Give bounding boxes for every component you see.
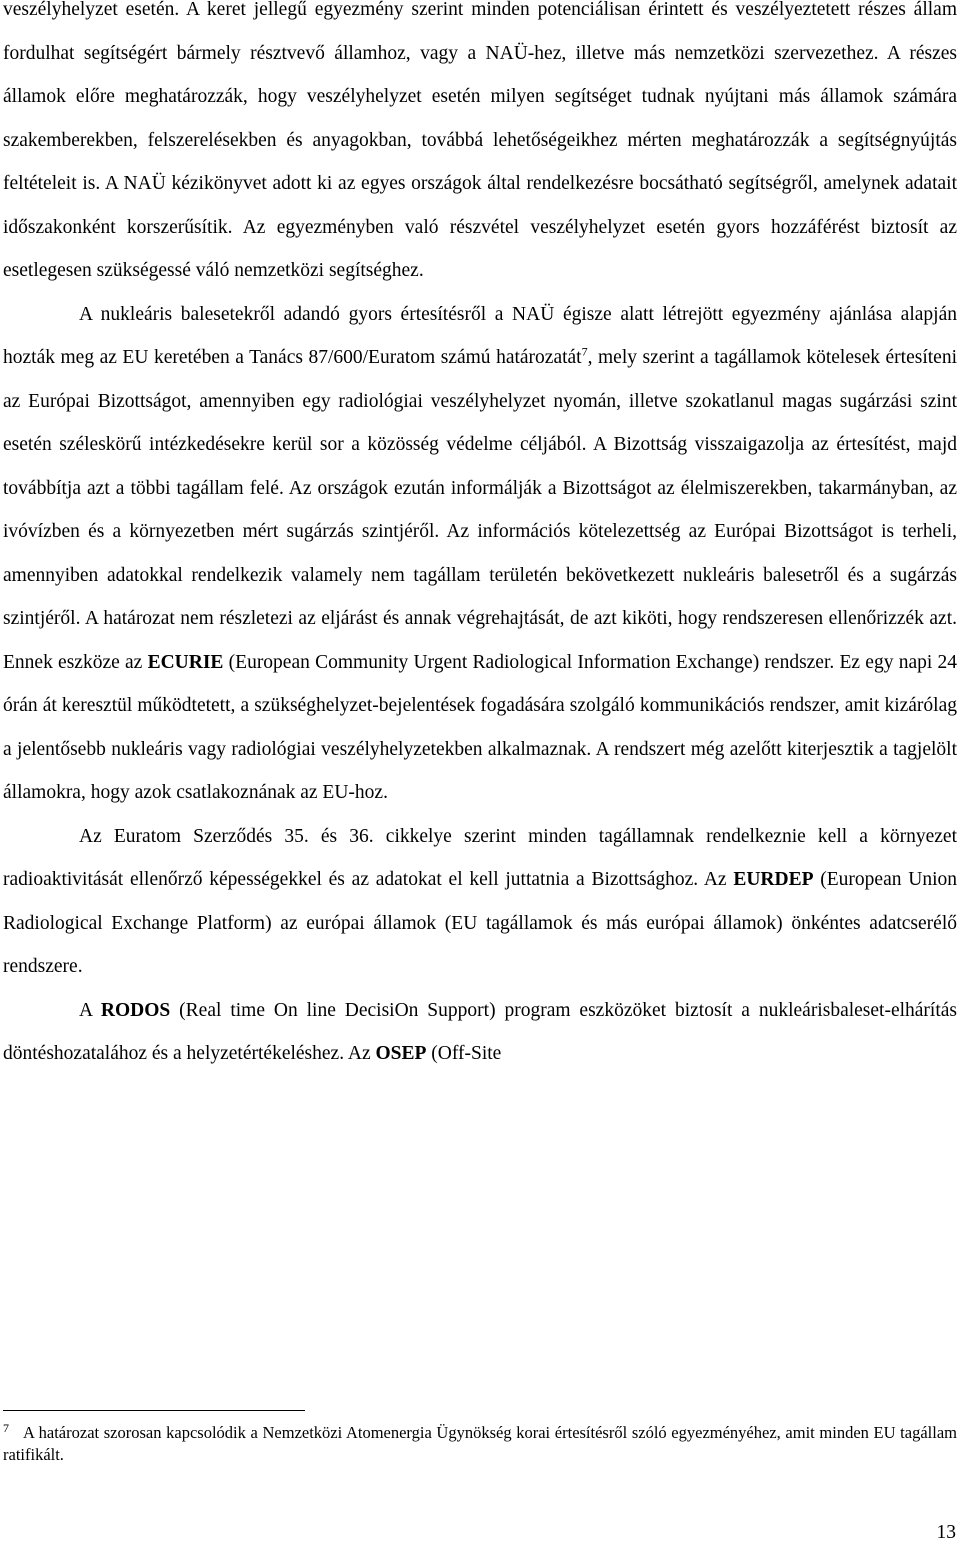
text-run: A xyxy=(79,999,101,1021)
bold-term: ECURIE xyxy=(147,651,224,673)
footnote xyxy=(3,1422,957,1466)
text-run: (European Union Radiological Exchange Platform) az európai államok (EU tagállamok és más európai államok) önkéntes adatcserélő rendszere. xyxy=(3,869,957,977)
text-run: (European Community Urgent Radiological Information Exchange) rendszer. Ez egy napi 24 órán át keresztül működtetett, a szükséghelyzet-bejelentések fogadására szolgáló kommunikációs rendszer, amit kizárólag a jelentősebb nukleáris vagy radiológiai veszélyhelyzetekben alkalmaznak. A rendszert még azelőtt kiterjesztik a tagjelölt államokra, hogy azok csatlakoznának az EU-hoz. xyxy=(3,651,958,803)
paragraph xyxy=(3,293,957,815)
footnote-reference: 7 xyxy=(581,344,588,359)
text-run: (Real time On line DecisiOn Support) program eszközöket biztosít a nukleárisbaleset-elhárítás döntéshozatalához és a helyzetértékeléshez. Az xyxy=(3,999,957,1064)
footnote-paragraph xyxy=(3,1422,957,1466)
footnote-text: A határozat szorosan kapcsolódik a Nemzetközi Atomenergia Ügynökség korai értesítésről szóló egyezményéhez, amit minden EU tagállam ratifikált. xyxy=(3,1423,957,1464)
paragraph xyxy=(3,815,957,989)
bold-term: OSEP xyxy=(375,1043,427,1064)
text-run: , mely szerint a tagállamok kötelesek értesíteni az Európai Bizottságot, amennyiben egy radiológiai veszélyhelyzet nyomán, illetve szokatlanul magas sugárzási szint esetén széleskörű intézkedésekre kerül sor a közösség védelme céljából. A Bizottság visszaigazolja az értesítést, majd továbbítja azt a többi tagállam felé. Az országok ezután informálják a Bizottságot az élelmiszerekben, takarmányban, az ivóvízben és a környezetben mért sugárzás szintjéről. Az információs kötelezettség az Európai Bizottságot is terheli, amennyiben adatokkal rendelkezik valamely nem tagállam területén bekövetkezett nukleáris balesetről és a sugárzás szintjéről. A határozat nem részletezi az eljárást és annak végrehajtását, de azt kiköti, hogy rendszeresen ellenőrizzék azt. Ennek eszköze az xyxy=(3,347,957,673)
bold-term: RODOS xyxy=(100,999,171,1021)
text-run: (Off-Site xyxy=(426,1043,502,1064)
bold-term: EURDEP xyxy=(733,869,814,890)
text-run: veszélyhelyzet esetén. A keret jellegű egyezmény szerint minden potenciálisan érintett és veszélyeztetett részes állam fordulhat segítségért bármely résztvevő államhoz, vagy a NAÜ-hez, illetve más nemzetközi szervezethez. A részes államok előre meghatározzák, hogy veszélyhelyzet esetén milyen segítséget tudnak nyújtani más államok számára szakemberekben, felszerelésekben és anyagokban, továbbá lehetőségeikhez mérten meghatározzák a segítségnyújtás feltételeit is. A NAÜ kézikönyvet adott ki az egyes országok által rendelkezésre bocsátható segítségről, amelynek adatait időszakonként korszerűsítik. Az egyezményben való részvétel veszélyhelyzet esetén gyors hozzáférést biztosít az esetlegesen szükségessé váló nemzetközi segítséghez. xyxy=(3,0,957,281)
text-run: A nukleáris balesetekről adandó gyors értesítésről a NAÜ égisze alatt létrejött egyezmény ajánlása alapján hozták meg az EU keretében a Tanács 87/600/Euratom számú határozatát xyxy=(3,303,957,368)
paragraph xyxy=(3,0,957,293)
footnote-mark: 7 xyxy=(3,1420,9,1435)
page-number: 13 xyxy=(936,1522,956,1543)
footnote-divider xyxy=(3,1410,305,1411)
paragraph xyxy=(3,989,957,1076)
body-text xyxy=(3,0,957,1076)
text-run: Az Euratom Szerződés 35. és 36. cikkelye szerint minden tagállamnak rendelkeznie kell a környezet radioaktivitását ellenőrző képességekkel és az adatokat el kell juttatnia a Bizottsághoz. Az xyxy=(3,825,957,890)
